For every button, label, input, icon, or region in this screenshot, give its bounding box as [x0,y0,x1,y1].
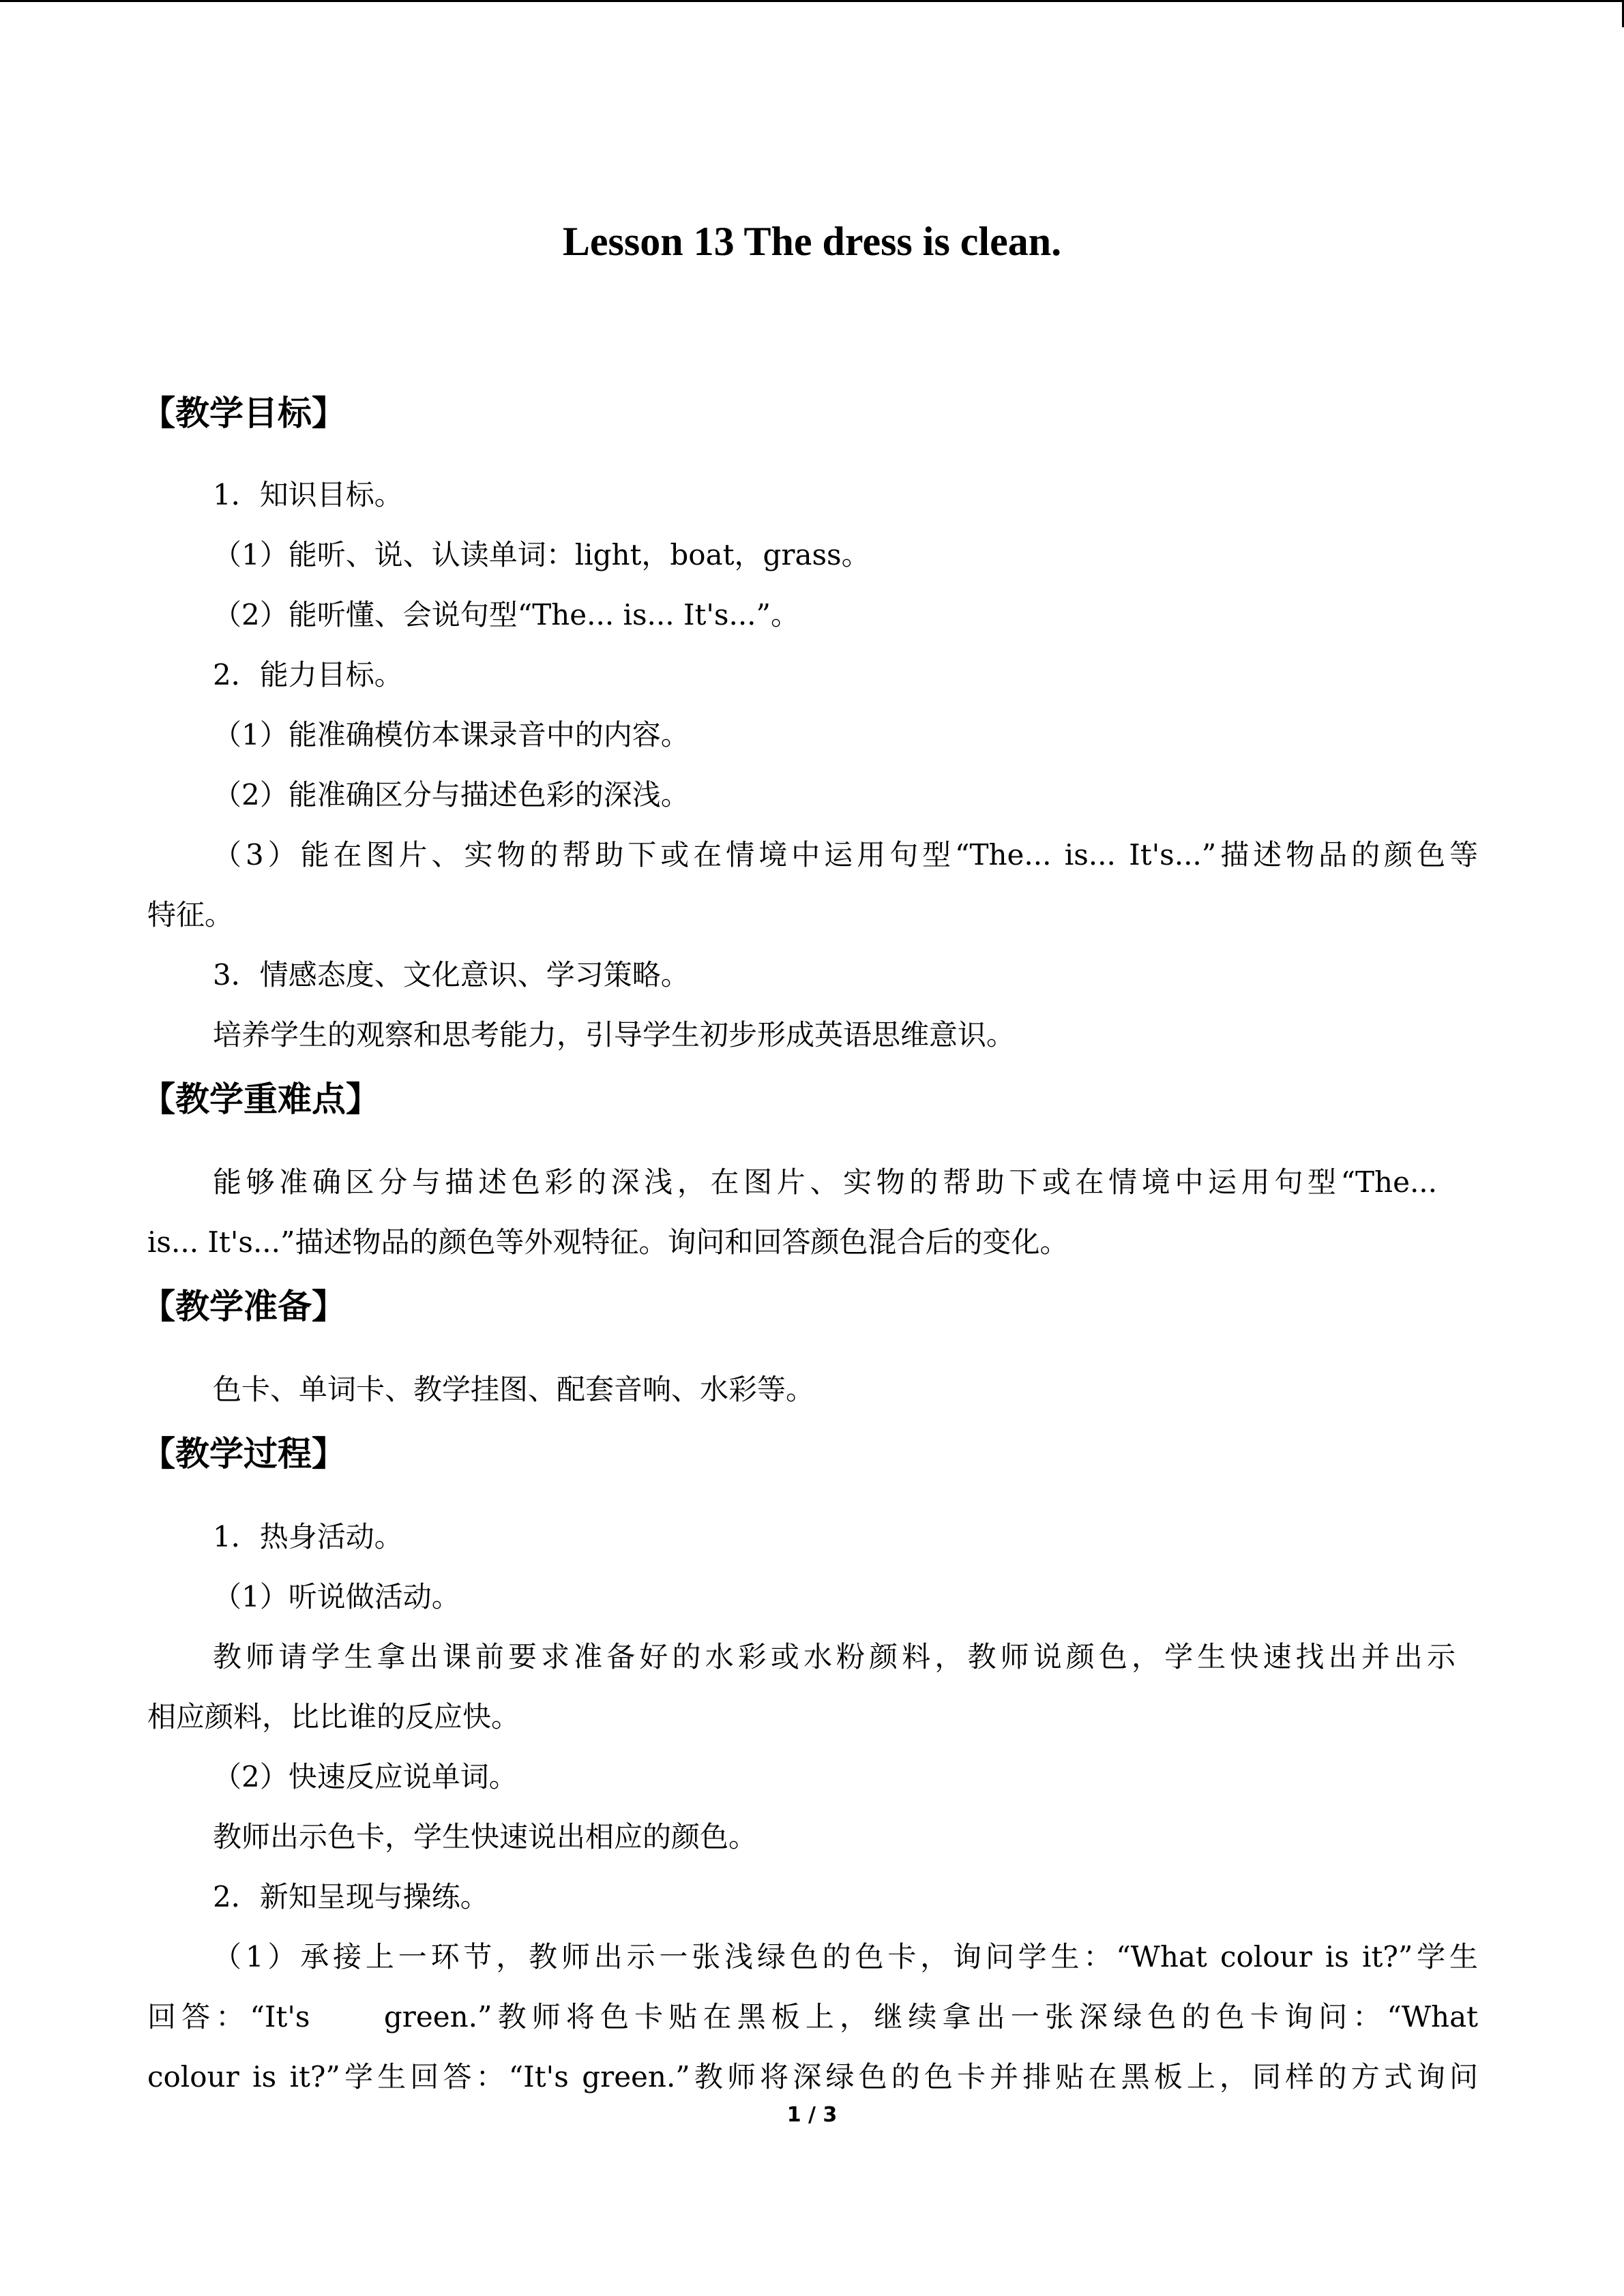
heading-goals: 【教学目标】 [141,393,346,433]
goals-line: 3．情感态度、文化意识、学习策略。 [213,958,690,992]
process-line: 1．热身活动。 [213,1520,403,1553]
process-line: 相应颜料，比比谁的反应快。 [147,1700,520,1733]
goals-line: （3）能在图片、实物的帮助下或在情境中运用句型“The... is... It's...”描述物品的颜色等 [213,838,1478,871]
key-points-line: 能够准确区分与描述色彩的深浅，在图片、实物的帮助下或在情境中运用句型“The... [213,1165,1437,1199]
goals-line: （2）能听懂、会说句型“The... is... It's...”。 [213,598,799,631]
process-line: colour is it?”学生回答：“It's green.”教师将深绿色的色卡并排贴在黑板上，同样的方式询问 [147,2060,1478,2093]
goals-line: （1）能听、说、认读单词：light，boat，grass。 [213,538,870,571]
goals-line: 培养学生的观察和思考能力，引导学生初步形成英语思维意识。 [213,1018,1016,1052]
process-line: 教师请学生拿出课前要求准备好的水彩或水粉颜料，教师说颜色，学生快速找出并出示 [213,1640,1456,1673]
heading-process: 【教学过程】 [141,1433,346,1474]
heading-preparation: 【教学准备】 [141,1286,346,1326]
goals-line: 1．知识目标。 [213,478,403,511]
process-line: 2．新知呈现与操练。 [213,1880,489,1913]
goals-line: 特征。 [147,898,234,931]
key-points-line: is... It's...”描述物品的颜色等外观特征。询问和回答颜色混合后的变化。 [147,1225,1069,1259]
process-line: （2）快速反应说单词。 [213,1760,518,1793]
preparation-line: 色卡、单词卡、教学挂图、配套音响、水彩等。 [213,1373,815,1406]
page-top-border [0,0,1624,2]
heading-key-points: 【教学重难点】 [141,1079,380,1119]
process-line: （1）承接上一环节，教师出示一张浅绿色的色卡，询问学生：“What colour is it?”学生 [213,1940,1478,1973]
goals-line: （1）能准确模仿本课录音中的内容。 [213,718,690,751]
page-number: 1 / 3 [786,2103,838,2127]
process-line: 回答：“It's green.”教师将色卡贴在黑板上，继续拿出一张深绿色的色卡询问：“What [147,2000,1478,2033]
process-line: （1）听说做活动。 [213,1580,460,1613]
goals-line: 2．能力目标。 [213,658,403,691]
process-line: 教师出示色卡，学生快速说出相应的颜色。 [213,1820,758,1853]
goals-line: （2）能准确区分与描述色彩的深浅。 [213,778,690,811]
document-title: Lesson 13 The dress is clean. [562,219,1062,264]
